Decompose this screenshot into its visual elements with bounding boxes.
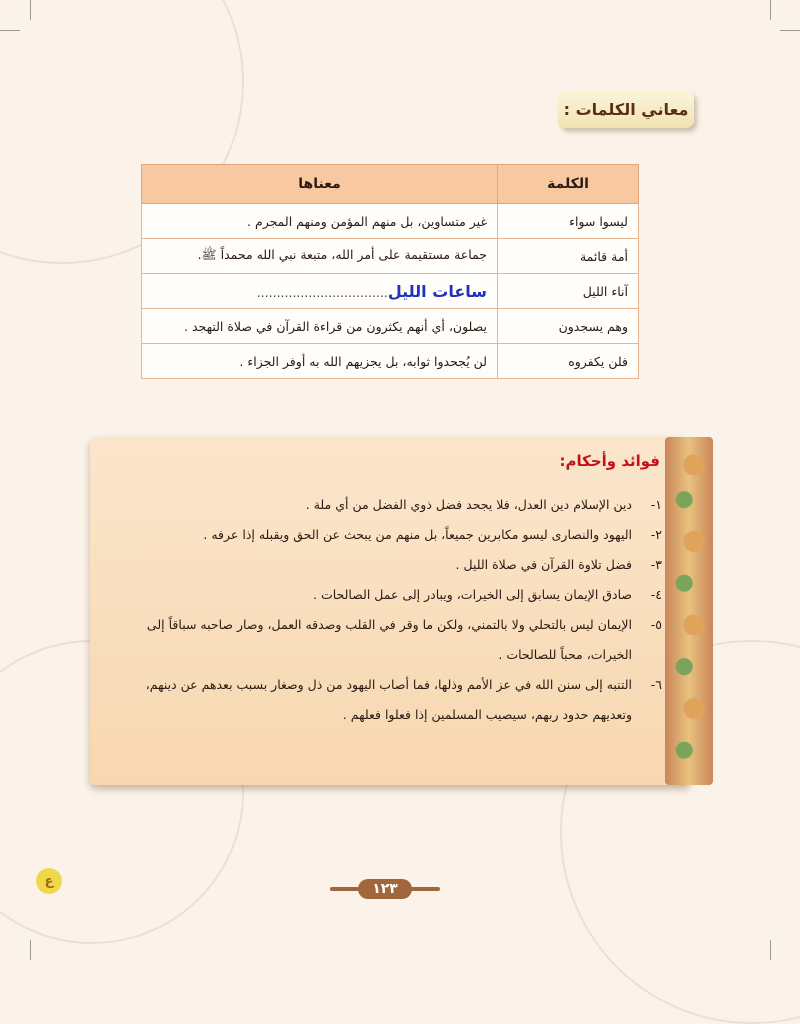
crop-mark: [780, 30, 800, 31]
header-meaning: معناها: [142, 165, 498, 204]
table-row: [142, 274, 639, 309]
item-number: ١-: [650, 497, 662, 512]
meaning-cell: جماعة مستقيمة على أمر الله، متبعة نبي الله محمداً ﷺ.: [142, 239, 498, 274]
word-cell: آناء الليل: [498, 274, 639, 309]
list-item: [112, 520, 662, 550]
meaning-cell: لن يُجحدوا ثوابه، بل يجزيهم الله به أوفر الجزاء .: [142, 344, 498, 379]
crop-mark: [770, 0, 771, 20]
fill-in-dots: .................................: [256, 284, 388, 300]
page-number-badge: [330, 876, 440, 902]
handwritten-answer: ساعات الليل: [387, 281, 487, 301]
list-item: [112, 670, 662, 730]
word-cell: ليسوا سواء: [498, 204, 639, 239]
word-cell: وهم يسجدون: [498, 309, 639, 344]
item-text: اليهود والنصارى ليسو مكابرين جميعاً، بل منهم من يبحث عن الحق ويقبله إذا عرفه .: [203, 527, 632, 542]
decorative-border: [665, 437, 713, 785]
answer-cell[interactable]: [142, 274, 498, 309]
logo-letter: ع: [44, 873, 54, 889]
list-item: [112, 550, 662, 580]
item-number: ٣-: [650, 557, 662, 572]
list-item: [112, 580, 662, 610]
crop-mark: [0, 30, 20, 31]
crop-mark: [30, 940, 31, 960]
item-number: ٢-: [650, 527, 662, 542]
item-number: ٥-: [650, 617, 662, 632]
meaning-cell: غير متساوين، بل منهم المؤمن ومنهم المجرم .: [142, 204, 498, 239]
publisher-logo-icon: [36, 868, 62, 894]
crop-mark: [30, 0, 31, 20]
item-text: فضل تلاوة القرآن في صلاة الليل .: [455, 557, 632, 572]
vocabulary-table: [141, 164, 639, 379]
item-number: ٦-: [650, 677, 662, 692]
word-cell: أمة قائمة: [498, 239, 639, 274]
item-text: الإيمان ليس بالتحلي ولا بالتمني، ولكن ما وقر في القلب وصدقه العمل، وصار صاحبه سباقاً إلى الخيرات، محباً للصالحات .: [146, 617, 632, 662]
item-text: صادق الإيمان يسابق إلى الخيرات، ويبادر إلى عمل الصالحات .: [313, 587, 632, 602]
table-row: [142, 344, 639, 379]
table-row: [142, 204, 639, 239]
meaning-cell: يصلون، أي أنهم يكثرون من قراءة القرآن في صلاة التهجد .: [142, 309, 498, 344]
table-row: [142, 309, 639, 344]
section-title: معاني الكلمات :: [563, 99, 689, 119]
word-cell: فلن يكفروه: [498, 344, 639, 379]
item-text: التنبه إلى سنن الله في عز الأمم وذلها، فما أصاب اليهود من ذل وصغار بسبب بعدهم عن دينهم، وتعديهم حدود ربهم، سيصيب المسلمين إذا فعلوا فعلهم .: [145, 677, 632, 722]
benefits-title: فوائد وأحكام:: [559, 452, 660, 470]
table-header-row: [142, 165, 639, 204]
table-row: [142, 239, 639, 274]
item-text: دين الإسلام دين العدل، فلا يجحد فضل ذوي الفضل من أي ملة .: [305, 497, 632, 512]
page-number: ١٢٣: [358, 879, 412, 899]
item-number: ٤-: [650, 587, 662, 602]
benefits-list: [112, 490, 662, 730]
header-word: الكلمة: [498, 165, 639, 204]
list-item: [112, 610, 662, 670]
list-item: [112, 490, 662, 520]
crop-mark: [770, 940, 771, 960]
section-title-tab: [558, 90, 694, 128]
